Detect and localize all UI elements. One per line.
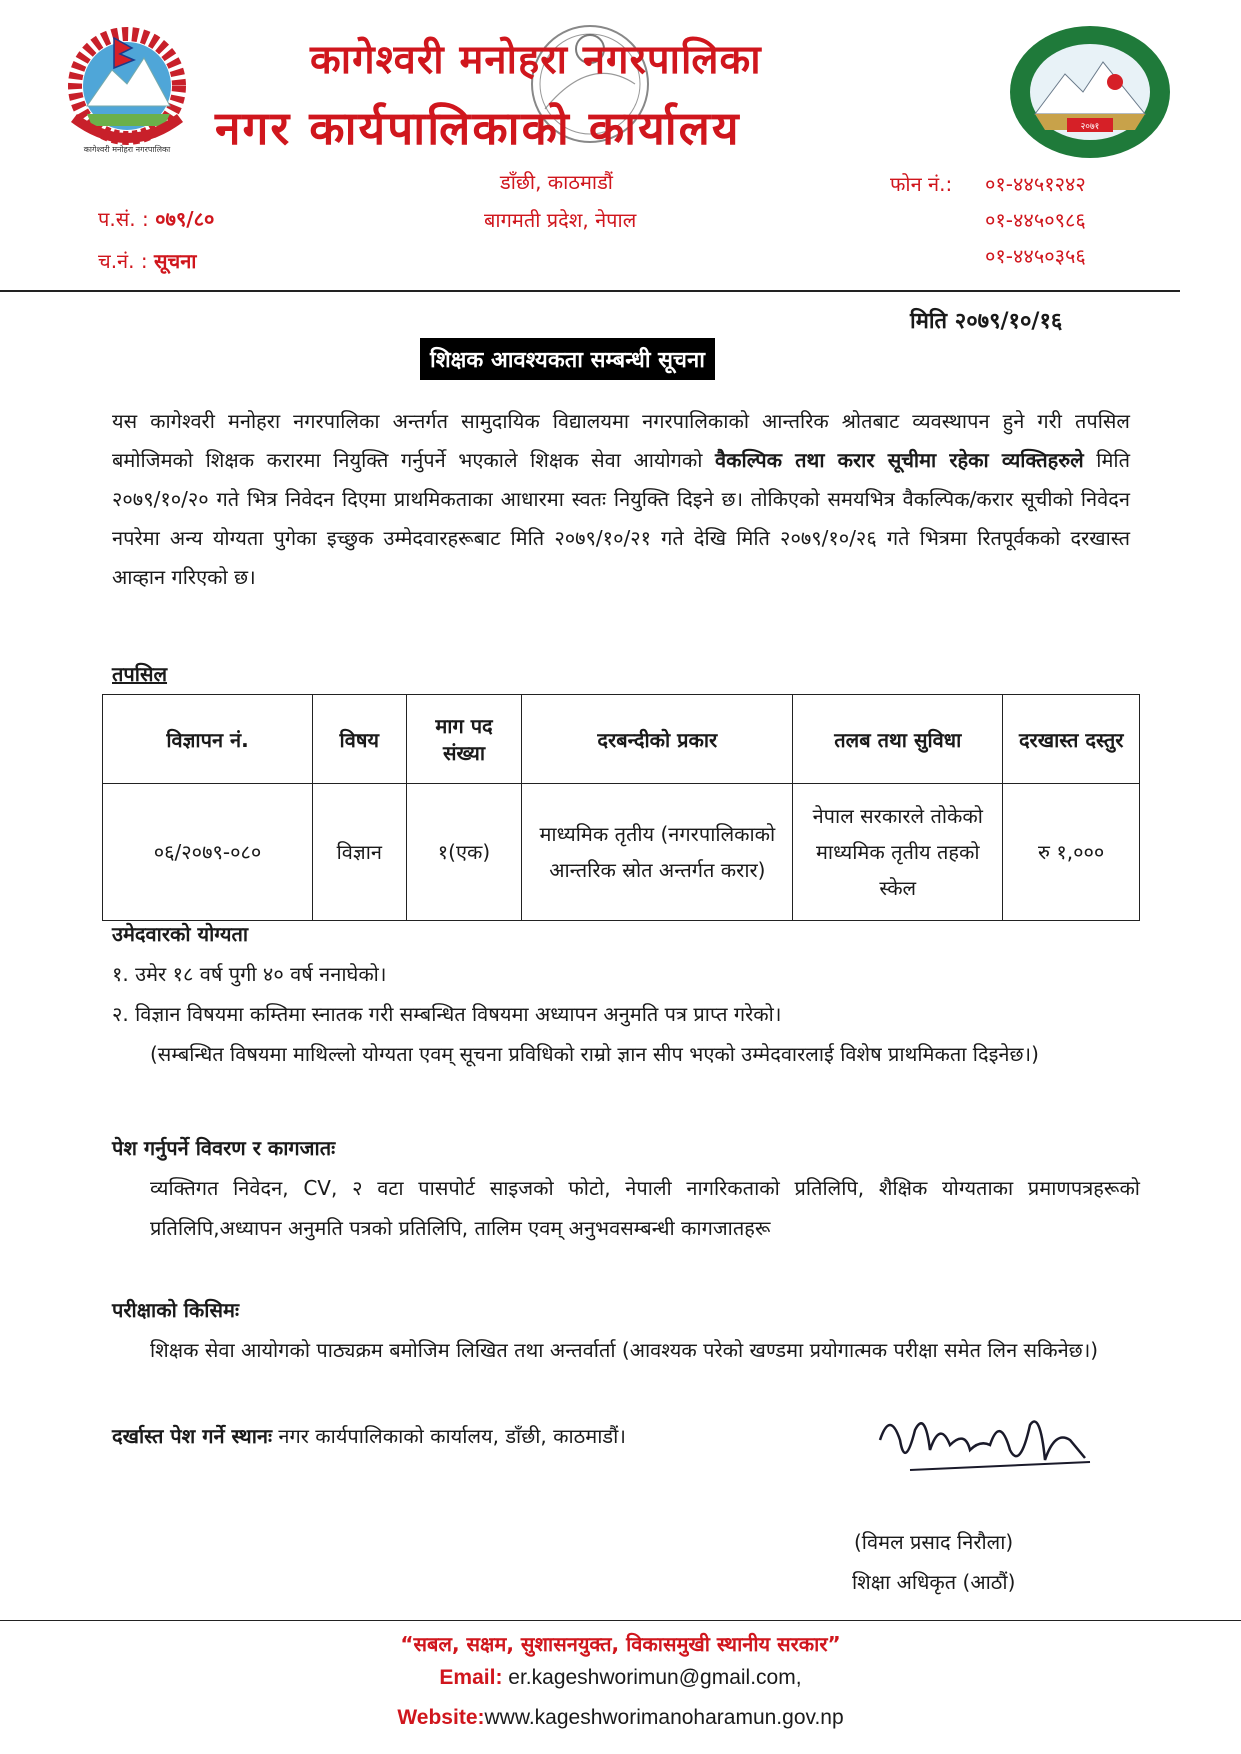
footer-website bbox=[0, 1706, 1241, 1730]
email-value: er.kageshworimun@gmail.com, bbox=[502, 1666, 802, 1689]
table-cell: माध्यमिक तृतीय (नगरपालिकाको आन्तरिक स्रोत अन्तर्गत करार) bbox=[522, 784, 793, 921]
dispatch-value: सूचना bbox=[153, 249, 197, 273]
phone-3: ०१-४४५०३५६ bbox=[985, 244, 1086, 268]
notice-title: शिक्षक आवश्यकता सम्बन्धी सूचना bbox=[420, 338, 715, 380]
table-cell: रु १,००० bbox=[1003, 784, 1140, 921]
qualification-item-1: १. उमेर १८ वर्ष पुगी ४० वर्ष ननाघेको। bbox=[112, 962, 387, 986]
address-line2: बागमती प्रदेश, नेपाल bbox=[484, 208, 637, 232]
table-cell: ०६/२०७९-०८० bbox=[103, 784, 313, 921]
qualification-note: (सम्बन्धित विषयमा माथिल्लो योग्यता एवम् सूचना प्रविधिको राम्रो ज्ञान सीप भएको उम्मेदवारलाई विशेष प्राथमिकता दिइनेछ।) bbox=[150, 1042, 1039, 1066]
qualification-item-2: २. विज्ञान विषयमा कम्तिमा स्नातक गरी सम्बन्धित विषयमा अध्यापन अनुमति पत्र प्राप्त गरेको। bbox=[112, 1002, 782, 1026]
footer-divider bbox=[0, 1620, 1241, 1621]
phone-1: ०१-४४५१२४२ bbox=[985, 172, 1086, 196]
signatory-designation: शिक्षा अधिकृत (आठौं) bbox=[852, 1570, 1016, 1594]
header-divider bbox=[0, 290, 1180, 292]
qualification-heading: उमेदवारको योग्यता bbox=[112, 922, 249, 946]
address-line1: डाँछी, काठमाडौं bbox=[500, 170, 613, 194]
submission-place bbox=[112, 1422, 626, 1449]
phone-label: फोन नं.: bbox=[890, 172, 953, 196]
phone-2: ०१-४४५०९८६ bbox=[985, 208, 1086, 232]
svg-text:२०७१: २०७१ bbox=[1080, 122, 1100, 132]
website-label: Website: bbox=[397, 1706, 485, 1729]
ref-no-value: ०७९/८० bbox=[155, 207, 215, 231]
org-name-line1: कागेश्वरी मनोहरा नगरपालिका bbox=[310, 37, 762, 83]
submission-heading: दर्खास्त पेश गर्ने स्थानः bbox=[112, 1424, 273, 1448]
dispatch-no bbox=[98, 247, 196, 274]
org-name-line2: नगर कार्यपालिकाको कार्यालय bbox=[215, 101, 741, 155]
notice-date: मिति २०७९/१०/१६ bbox=[910, 309, 1063, 334]
body-part2: मिति २०७९/१०/२० गते भित्र निवेदन दिएमा प्राथमिकताका आधारमा स्वतः नियुक्ति दिइने छ। तोकिएको समयभित्र वैकल्पिक/करार सूचीको निवेदन नपरेमा अन्य योग्यता पुगेका इच्छुक उम्मेदवारहरूबाट मिति २०७९/१०/२१ गते देखि मिति २०७९/१०/२६ गते भित्रमा रितपूर्वकको दरखास्त आव्हान गरिएको छ। bbox=[112, 448, 1131, 589]
exam-heading: परीक्षाको किसिमः bbox=[112, 1298, 239, 1322]
table-header: दरबन्दीको प्रकार bbox=[522, 695, 793, 784]
email-label: Email: bbox=[439, 1666, 503, 1689]
ref-no-label: प.सं. : bbox=[98, 207, 149, 231]
table-header: विज्ञापन नं. bbox=[103, 695, 313, 784]
notice-body bbox=[112, 402, 1130, 597]
documents-text: व्यक्तिगत निवेदन, CV, २ वटा पासपोर्ट साइजको फोटो, नेपाली नागरिकताको प्रतिलिपि, शैक्षिक योग्यताका प्रमाणपत्रहरूको प्रतिलिपि,अध्यापन अनुमति पत्रको प्रतिलिपि, तालिम एवम् अनुभवसम्बन्धी कागजातहरू bbox=[150, 1176, 1140, 1240]
svg-text:कागेश्वरी मनोहरा नगरपालिका: कागेश्वरी मनोहरा नगरपालिका bbox=[83, 145, 171, 154]
table-header: विषय bbox=[313, 695, 406, 784]
submission-text: नगर कार्यपालिकाको कार्यालय, डाँछी, काठमाडौं। bbox=[272, 1424, 626, 1448]
website-value: www.kageshworimanoharamun.gov.np bbox=[484, 1706, 844, 1729]
signature bbox=[870, 1400, 1100, 1500]
exam-text: शिक्षक सेवा आयोगको पाठ्यक्रम बमोजिम लिखित तथा अन्तर्वार्ता (आवश्यक परेको खण्डमा प्रयोगात्मक परीक्षा समेत लिन सकिनेछ।) bbox=[150, 1338, 1099, 1362]
vacancy-table bbox=[102, 694, 1140, 921]
body-part1: यस कागेश्वरी मनोहरा नगरपालिका अन्तर्गत सामुदायिक विद्यालयमा नगरपालिकाको आन्तरिक श्रोतबाट व्यवस्थापन हुने गरी तपसिल बमोजिमको शिक्षक करारमा नियुक्ति गर्नुपर्ने भएकाले शिक्षक सेवा आयोगको bbox=[112, 409, 1130, 472]
table-header: दरखास्त दस्तुर bbox=[1003, 695, 1140, 784]
signatory-name: (विमल प्रसाद निरौला) bbox=[854, 1530, 1014, 1554]
table-cell: नेपाल सरकारले तोकेको माध्यमिक तृतीय तहको स्केल bbox=[793, 784, 1003, 921]
table-header: तलब तथा सुविधा bbox=[793, 695, 1003, 784]
footer-email bbox=[0, 1666, 1241, 1690]
ref-no bbox=[98, 205, 214, 232]
table-cell: १(एक) bbox=[406, 784, 522, 921]
table-row bbox=[103, 784, 1140, 921]
documents-heading: पेश गर्नुपर्ने विवरण र कागजातः bbox=[112, 1136, 336, 1160]
nepal-emblem-logo bbox=[52, 18, 202, 158]
body-bold: वैकल्पिक तथा करार सूचीमा रहेका व्यक्तिहरुले bbox=[715, 448, 1084, 472]
tapsil-label: तपसिल bbox=[112, 662, 168, 686]
table-header-row bbox=[103, 695, 1140, 784]
municipality-logo bbox=[1005, 22, 1175, 162]
table-header: माग पद संख्या bbox=[406, 695, 522, 784]
dispatch-label: च.नं. : bbox=[98, 249, 148, 273]
table-cell: विज्ञान bbox=[313, 784, 406, 921]
footer-slogan: “सबल, सक्षम, सुशासनयुक्त, विकासमुखी स्थानीय सरकार” bbox=[400, 1632, 841, 1656]
